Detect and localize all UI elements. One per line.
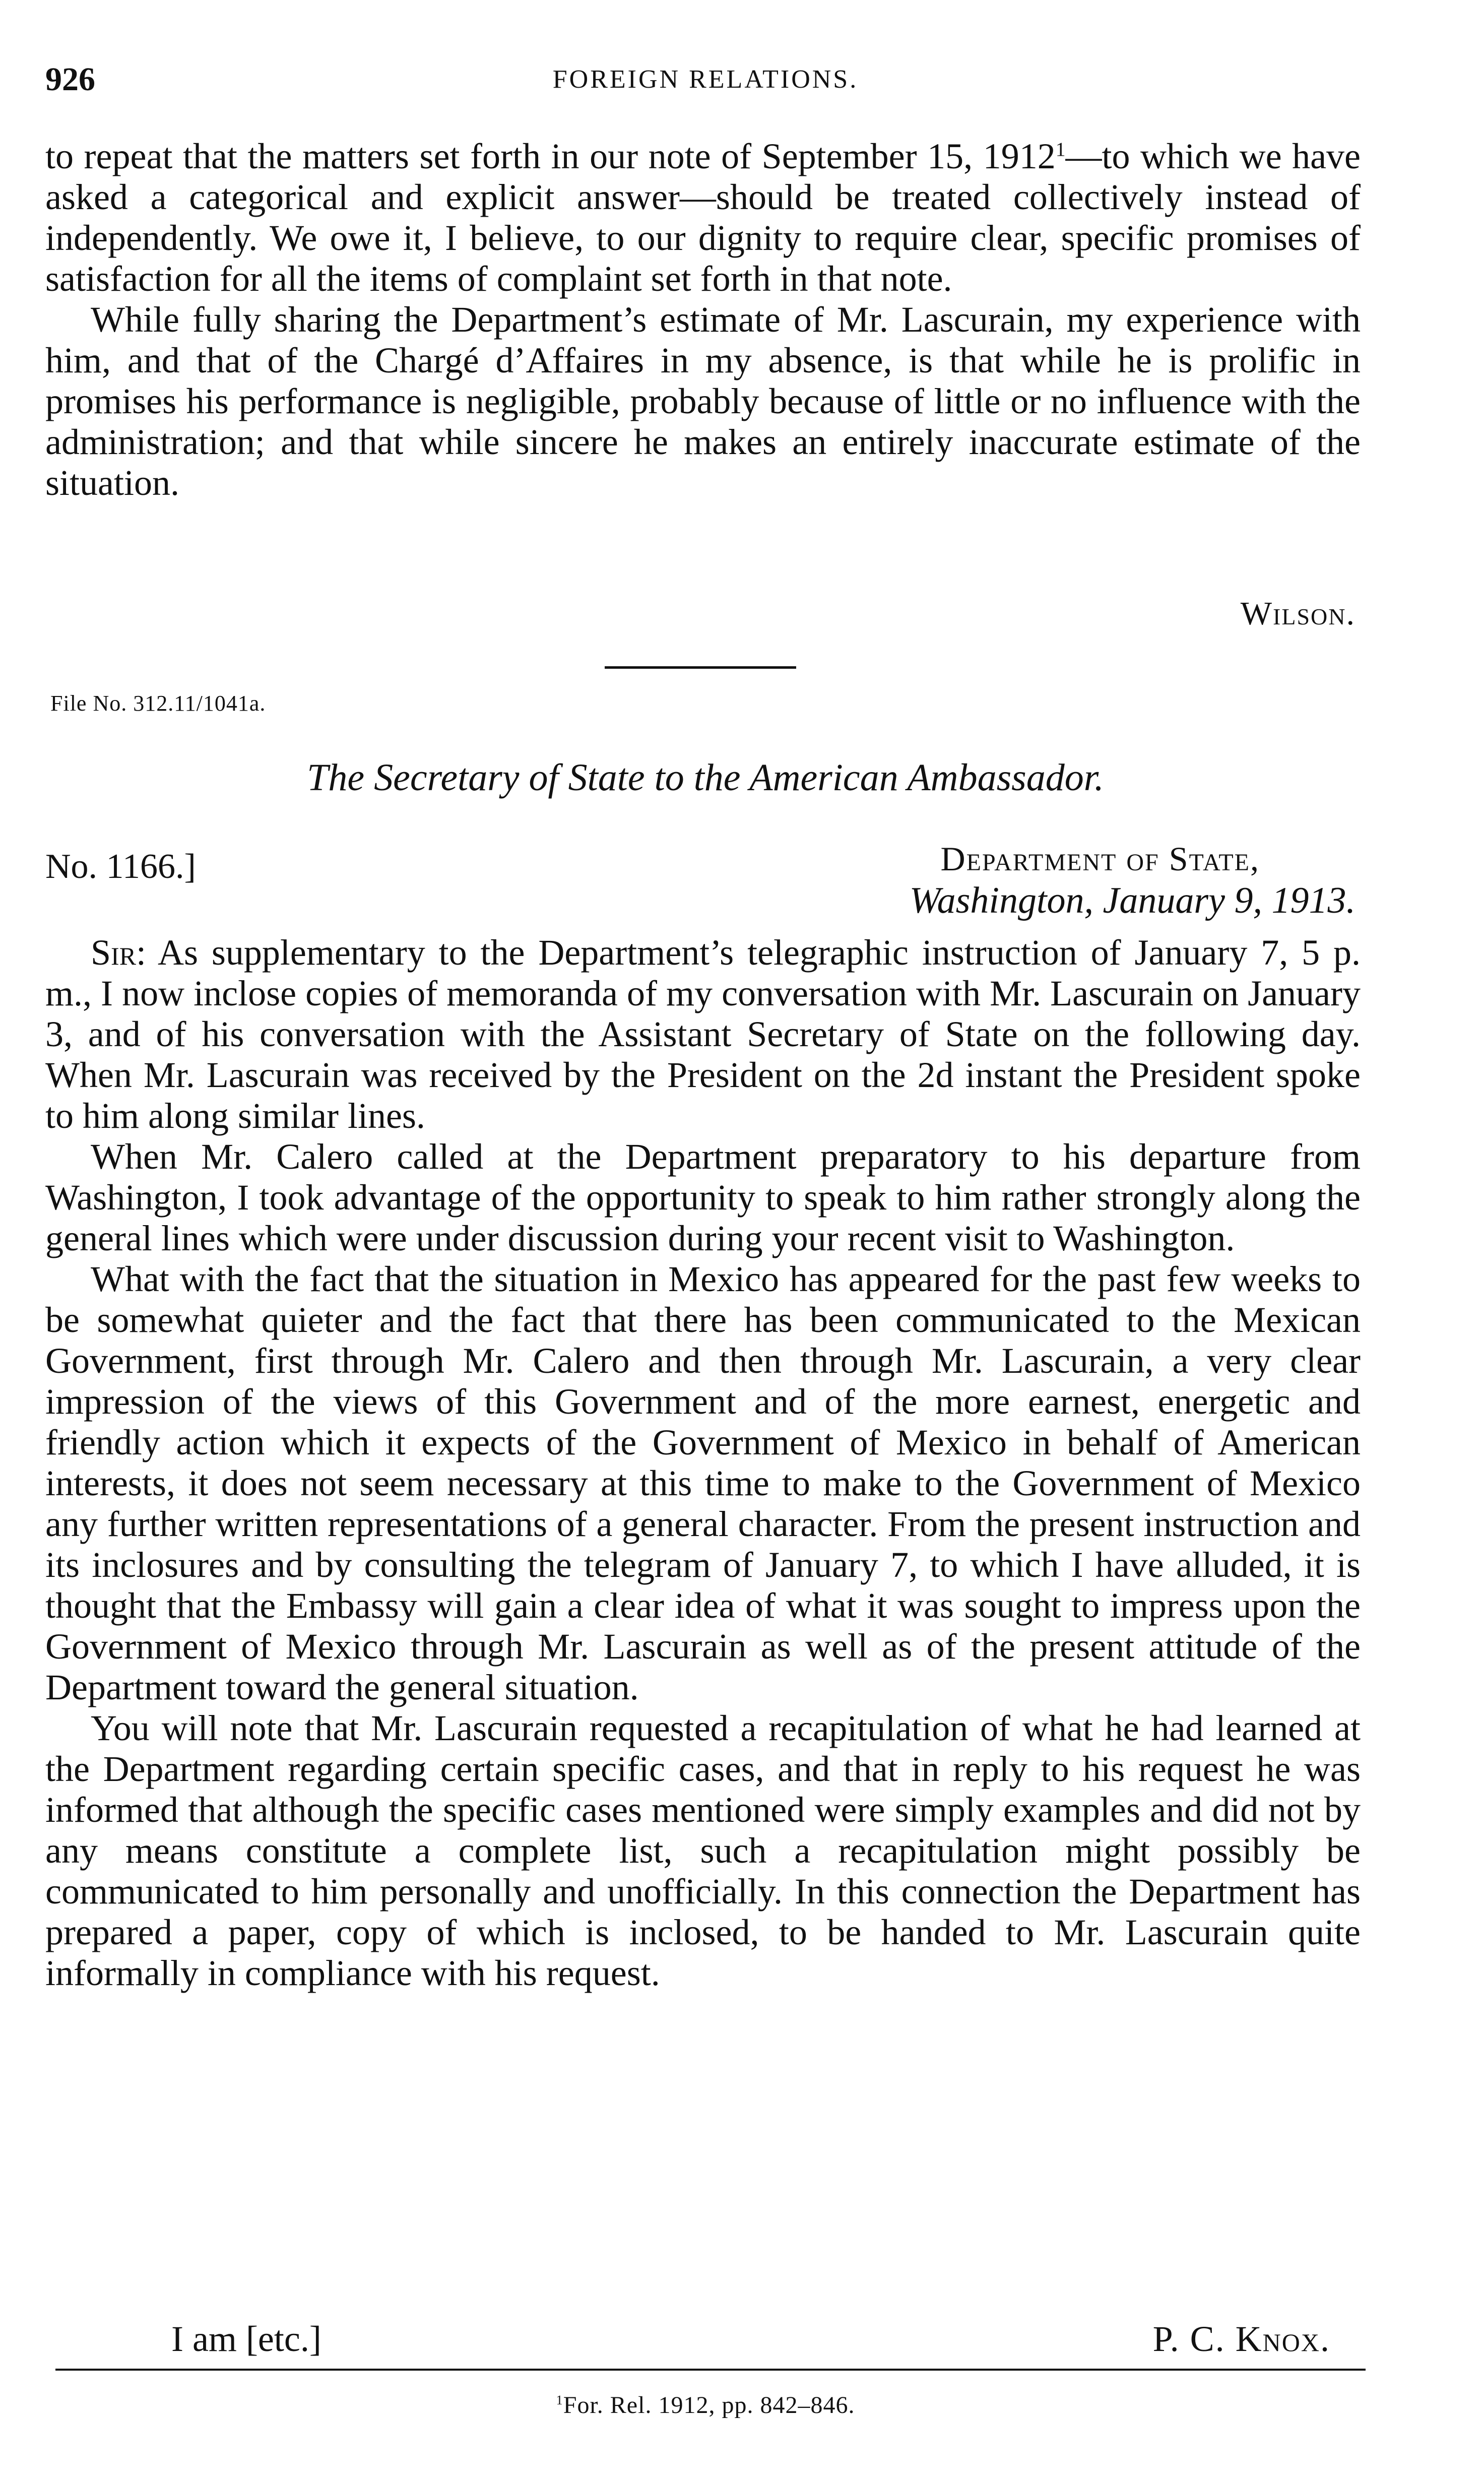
footnote <box>45 2391 1366 2419</box>
dateline-place-date: Washington, January 9, 1913. <box>909 880 1356 921</box>
document-number: No. 1166.] <box>45 847 196 886</box>
page-header <box>45 60 1366 116</box>
previous-paragraph-1-continuation: —to which we have asked a categorical and explicit answer—should be treated collectively instead of independently. We owe it, I believe, to our dignity to require clear, specific promises of satisfaction for all the items of complaint set forth in that note. <box>45 136 1361 299</box>
previous-document-text <box>45 136 1361 503</box>
document-body <box>45 932 1361 1994</box>
footnote-text: For. Rel. 1912, pp. 842–846. <box>563 2392 855 2419</box>
footnote-rule <box>55 2369 1366 2371</box>
body-paragraph-4: You will note that Mr. Lascurain requested a recapitulation of what he had learned at the Department regarding certain specific cases, and that in reply to his request he was informed that although the specific cases mentioned were simply examples and did not by any means constitute a complete list, such a recapitulation might possibly be communicated to him personally and unofficially. In this connection the Department has prepared a paper, copy of which is inclosed, to be handed to Mr. Lascurain quite informally in compliance with his request. <box>45 1708 1361 1993</box>
footnote-reference: 1 <box>1055 138 1066 160</box>
body-paragraph-1 <box>45 932 1361 1136</box>
previous-paragraph-1 <box>45 136 1361 299</box>
running-head: FOREIGN RELATIONS. <box>552 65 859 94</box>
body-paragraph-2: When Mr. Calero called at the Department preparatory to his departure from Washington, I took advantage of the opportunity to speak to him rather strongly along the general lines which were under discussion during your recent visit to Washington. <box>45 1136 1361 1258</box>
body-paragraph-3: What with the fact that the situation in Mexico has appeared for the past few weeks to be somewhat quieter and the fact that there has been communicated to the Mexican Government, first through Mr. Calero and then through Mr. Lascurain, a very clear impression of the views of this Government and of the more earnest, energetic and friendly action which it expects of the Government of Mexico in behalf of American interests, it does not seem necessary at this time to make to the Government of Mexico any further written representations of a general character. From the present instruction and its inclosures and by consulting the telegram of January 7, to which I have alluded, it is thought that the Embassy will gain a clear idea of what it was sought to impress upon the Government of Mexico through Mr. Lascurain as well as of the present attitude of the Department toward the general situation. <box>45 1259 1361 1707</box>
document-title: The Secretary of State to the American Ambassador. <box>307 756 1104 799</box>
section-divider <box>605 666 796 669</box>
previous-signature: Wilson. <box>1240 595 1356 632</box>
signature: P. C. Knox. <box>1152 2319 1330 2359</box>
page-number: 926 <box>45 61 95 98</box>
file-number: File No. 312.11/1041a. <box>50 691 266 716</box>
previous-paragraph-2: While fully sharing the Department’s estimate of Mr. Lascurain, my experience with him, and that of the Chargé d’Affaires in my absence, is that while he is prolific in promises his performance is negligible, probably because of little or no influence with the administration; and that while sincere he makes an entirely inaccurate estimate of the situation. <box>45 299 1361 503</box>
page <box>45 60 1366 2459</box>
body-paragraph-1-text: : As supplementary to the Department’s telegraphic instruction of January 7, 5 p. m., I now inclose copies of memoranda of my conversation with Mr. Lascurain on January 3, and of his conversation with the Assistant Secretary of State on the following day. When Mr. Lascurain was received by the President on the 2d instant the President spoke to him along similar lines. <box>45 932 1361 1136</box>
dateline-office: Department of State, <box>940 840 1260 878</box>
footnote-marker: 1 <box>556 2392 563 2407</box>
closing-formula: I am [etc.] <box>171 2319 321 2359</box>
salutation: Sir <box>91 932 137 973</box>
previous-paragraph-1-text: to repeat that the matters set forth in our note of September 15, 1912 <box>45 136 1056 176</box>
closing-line <box>45 2318 1361 2364</box>
